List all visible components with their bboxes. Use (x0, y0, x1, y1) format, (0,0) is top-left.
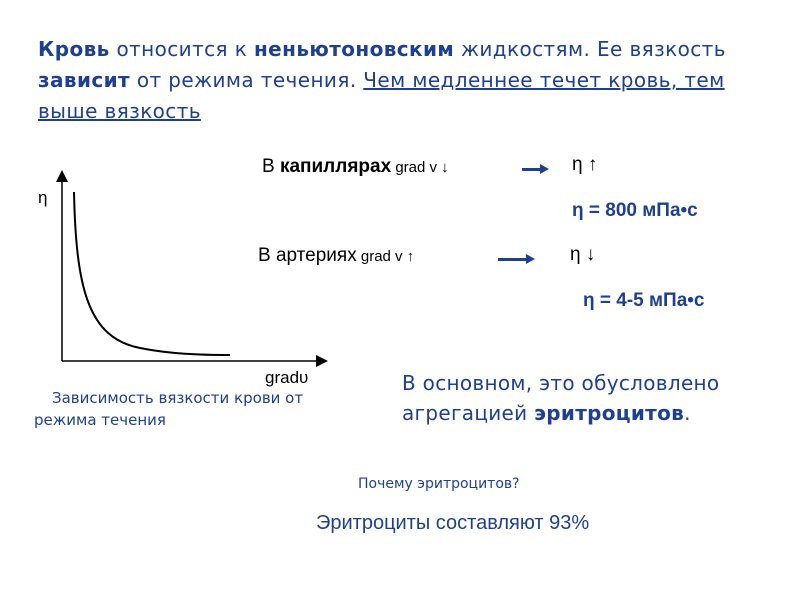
aggregation-bold: эритроцитов (534, 401, 685, 425)
arteries-arrow-line (498, 258, 528, 261)
intro-bold-blood: Кровь (38, 37, 110, 61)
capillaries-prefix: В (262, 156, 280, 177)
capillaries-arrow-line (522, 168, 542, 171)
capillaries-grad: grad v ↓ (391, 159, 449, 176)
arteries-viscosity-value: η = 4-5 мПа•с (583, 290, 705, 311)
graph-x-label: gradυ (265, 368, 309, 387)
intro-bold-depends: зависит (38, 68, 131, 92)
intro-text-2: жидкостям. Ее вязкость (454, 37, 726, 61)
arteries-eta: η ↓ (570, 244, 596, 265)
intro-underlined-statement: Чем медленнее течет кровь, тем выше вязкость (38, 68, 725, 123)
aggregation-paragraph (402, 368, 772, 428)
intro-paragraph (38, 34, 738, 127)
viscosity-curve (74, 192, 230, 355)
aggregation-text: В основном, это обусловлено агрегацией (402, 371, 720, 425)
arteries-grad: grad v ↑ (356, 248, 415, 265)
capillaries-eta: η ↑ (572, 154, 598, 175)
arteries-label: В артериях (258, 245, 357, 266)
capillaries-viscosity-value: η = 800 мПа•с (572, 200, 698, 221)
arteries-arrow-icon (526, 254, 535, 264)
intro-bold-nonnewtonian: неньютоновским (253, 37, 455, 61)
graph-caption-line2: режима течения (34, 411, 166, 429)
graph-caption-line1: Зависимость вязкости крови от (52, 389, 304, 407)
erythrocytes-text: Эритроциты составляют 93% (316, 512, 590, 534)
aggregation-end: . (684, 401, 691, 425)
viscosity-graph (30, 168, 340, 388)
question-text: Почему эритроцитов? (358, 476, 520, 492)
capillaries-label: капиллярах (279, 156, 392, 177)
capillaries-arrow-icon (540, 164, 549, 174)
intro-text-1: относится к (109, 37, 254, 61)
graph-y-label: η (38, 188, 48, 207)
intro-text-3: от режима течения. (130, 68, 364, 92)
